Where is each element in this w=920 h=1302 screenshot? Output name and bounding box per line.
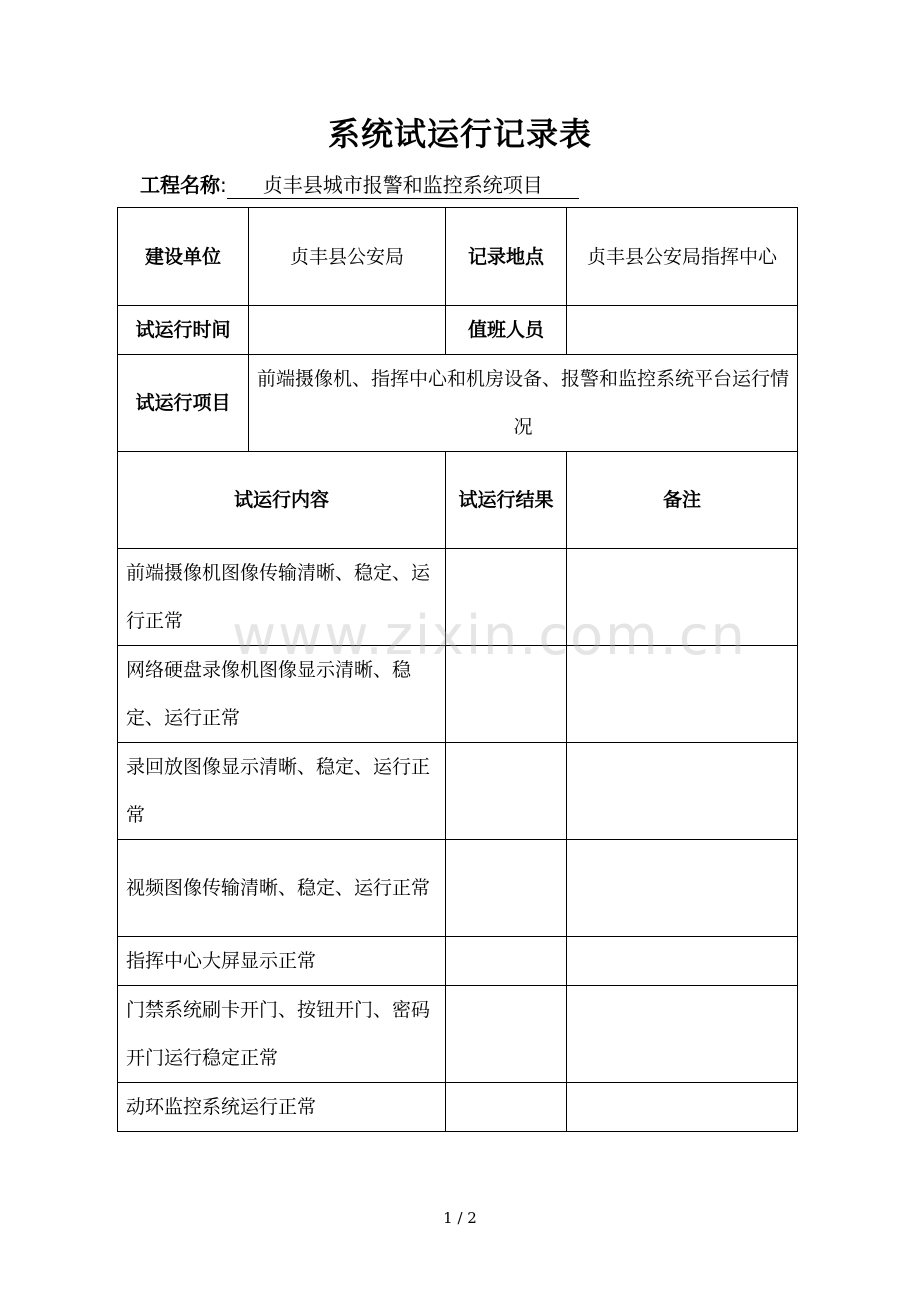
row-content: 指挥中心大屏显示正常 [118,937,446,986]
trial-run-record-table [117,207,798,1132]
construction-unit-label: 建设单位 [118,208,249,306]
row-content: 网络硬盘录像机图像显示清晰、稳定、运行正常 [118,646,446,743]
record-location-label: 记录地点 [446,208,567,306]
row-result [446,1083,567,1132]
row-result [446,986,567,1083]
table-row [118,1083,798,1132]
project-name-label: 工程名称 [140,173,220,197]
document-title: 系统试运行记录表 [327,115,592,153]
page-number: 1 / 2 [443,1209,477,1227]
construction-unit-value: 贞丰县公安局 [249,208,446,306]
row-remarks [567,986,798,1083]
column-header-row [118,452,798,549]
duty-staff-value [567,306,798,355]
header-row-unit [118,208,798,306]
column-header-result: 试运行结果 [446,452,567,549]
row-content: 动环监控系统运行正常 [118,1083,446,1132]
project-name-value: 贞丰县城市报警和监控系统项目 [227,172,579,199]
column-header-content: 试运行内容 [118,452,446,549]
header-row-time [118,306,798,355]
column-header-remarks: 备注 [567,452,798,549]
row-remarks [567,743,798,840]
row-content: 门禁系统刷卡开门、按钮开门、密码开门运行稳定正常 [118,986,446,1083]
watermark: www.zixin.com.cn [232,604,747,667]
row-remarks [567,1083,798,1132]
table-row [118,743,798,840]
duty-staff-label: 值班人员 [446,306,567,355]
row-result [446,937,567,986]
table-row [118,937,798,986]
trial-item-label: 试运行项目 [118,355,249,452]
row-content: 录回放图像显示清晰、稳定、运行正常 [118,743,446,840]
table-row [118,840,798,937]
row-content: 视频图像传输清晰、稳定、运行正常 [118,840,446,937]
project-name-colon: : [220,173,227,197]
table-row [118,986,798,1083]
row-remarks [567,840,798,937]
trial-time-value [249,306,446,355]
row-result [446,743,567,840]
trial-time-label: 试运行时间 [118,306,249,355]
row-remarks [567,937,798,986]
row-result [446,840,567,937]
header-row-item [118,355,798,452]
trial-item-value: 前端摄像机、指挥中心和机房设备、报警和监控系统平台运行情况 [249,355,798,452]
row-content: 前端摄像机图像传输清晰、稳定、运行正常 [118,549,446,646]
project-name-line [140,170,579,200]
record-location-value: 贞丰县公安局指挥中心 [567,208,798,306]
